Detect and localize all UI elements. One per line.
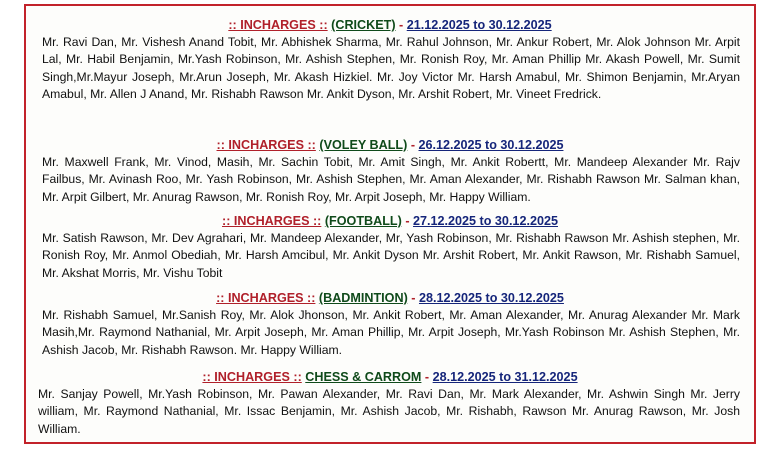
heading-prefix: :: INCHARGES :: xyxy=(228,18,328,32)
football-section xyxy=(26,212,754,282)
heading-dates: 28.12.2025 to 31.12.2025 xyxy=(432,370,578,384)
section-heading xyxy=(26,16,754,34)
cricket-section xyxy=(26,16,754,104)
chess-carrom-section xyxy=(26,368,754,438)
section-heading xyxy=(26,136,754,154)
heading-separator: - xyxy=(399,18,404,32)
heading-prefix: :: INCHARGES :: xyxy=(216,291,316,305)
heading-dates: 21.12.2025 to 30.12.2025 xyxy=(406,18,552,32)
incharge-names: Mr. Rishabh Samuel, Mr.Sanish Roy, Mr. Alok Jhonson, Mr. Ankit Robert, Mr. Aman Alexander, Mr. Anurag Alexander Mr. Mark Masih,Mr. Raymond Nathanial, Mr. Arpit Joseph, Mr. Aman Phillip, Mr. Arpit Joseph, Mr.Yash Robinson Mr. Ashish Stephen, Mr. Ashish Jacob, Mr. Rishabh Rawson. Mr. Happy William. xyxy=(42,308,740,357)
heading-dates: 28.12.2025 to 30.12.2025 xyxy=(418,291,564,305)
heading-game: (FOOTBALL) xyxy=(324,214,402,228)
incharge-names: Mr. Satish Rawson, Mr. Dev Agrahari, Mr. Mandeep Alexander, Mr, Yash Robinson, Mr. Rishabh Rawson Mr. Ashish stephen, Mr. Ronish Roy, Mr. Anmol Obediah, Mr. Harsh Amcibul, Mr. Ankit Dyson Mr. Arshit Robert, Mr. Ankit Rawson, Mr. Rishabh Samuel, Mr. Akshat Morris, Mr. Vishu Tobit xyxy=(42,231,740,280)
notice-frame xyxy=(24,4,756,444)
heading-separator: - xyxy=(410,138,416,152)
heading-prefix: :: INCHARGES :: xyxy=(222,214,322,228)
heading-game: (VOLEY BALL) xyxy=(319,138,408,152)
heading-game: CHESS & CARROM xyxy=(305,370,422,384)
heading-dates: 27.12.2025 to 30.12.2025 xyxy=(413,214,558,228)
incharge-names: Mr. Maxwell Frank, Mr. Vinod, Masih, Mr. Sachin Tobit, Mr. Amit Singh, Mr. Ankit Robertt, Mr. Mandeep Alexander Mr. Rajv Failbus, Mr. Avinash Roo, Mr. Yash Robinson, Mr. Ashish Stephen, Mr. Aman Alexander, Mr. Rishabh Rawson Mr. Salman khan, Mr. Arpit Gilbert, Mr. Anurag Rawson, Mr. Ronish Roy, Mr. Arpit Joseph, Mr. Happy William. xyxy=(42,155,740,204)
section-heading xyxy=(26,368,754,386)
incharge-names: Mr. Ravi Dan, Mr. Vishesh Anand Tobit, Mr. Abhishek Sharma, Mr. Rahul Johnson, Mr. Ankur Robert, Mr. Alok Johnson Mr. Arpit Lal, Mr. Habil Benjamin, Mr.Yash Robinson, Mr. Ashish Stephen, Mr. Ronish Roy, Mr. Aman Phillip Mr. Akash Powell, Mr. Sumit Singh,Mr.Mayur Joseph, Mr.Arun Joseph, Mr. Akash Hizkiel. Mr. Joy Victor Mr. Harsh Amabul, Mr. Shimon Benjamin, Mr.Aryan Amabul, Mr. Allen J Anand, Mr. Rishabh Rawson Mr. Ankit Dyson, Mr. Arshit Robert, Mr. Vineet Fredrick. xyxy=(42,35,740,102)
badminton-section xyxy=(26,289,754,359)
section-heading xyxy=(26,212,754,230)
heading-game: (CRICKET) xyxy=(331,18,396,32)
heading-prefix: :: INCHARGES :: xyxy=(216,138,316,152)
incharge-names: Mr. Sanjay Powell, Mr.Yash Robinson, Mr. Pawan Alexander, Mr. Ravi Dan, Mr. Mark Alexander, Mr. Ashwin Singh Mr. Jerry william, Mr. Raymond Nathanial, Mr. Issac Benjamin, Mr. Ashish Jacob, Mr. Rishabh, Rawson Mr. Anurag Rawson, Mr. Josh William. xyxy=(38,387,740,436)
heading-game: (BADMINTION) xyxy=(318,291,408,305)
heading-separator: - xyxy=(411,291,416,305)
volleyball-section xyxy=(26,136,754,206)
heading-dates: 26.12.2025 to 30.12.2025 xyxy=(418,138,564,152)
heading-separator: - xyxy=(424,370,430,384)
heading-separator: - xyxy=(405,214,410,228)
heading-prefix: :: INCHARGES :: xyxy=(202,370,302,384)
section-heading xyxy=(26,289,754,307)
